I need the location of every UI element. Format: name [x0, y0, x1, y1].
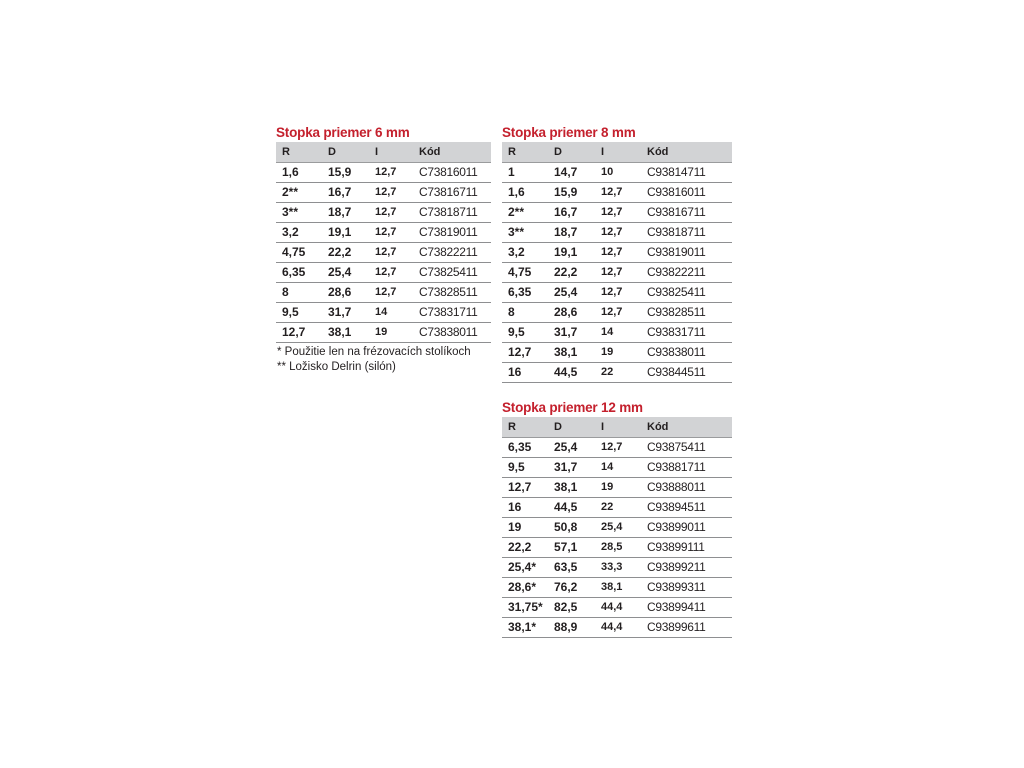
cell-kod: C93816011	[641, 183, 732, 203]
cell-l: 14	[369, 303, 413, 323]
column-header-kod: Kód	[413, 142, 491, 163]
cell-r: 8	[502, 303, 548, 323]
cell-kod: C73818711	[413, 203, 491, 223]
table-row	[502, 283, 732, 303]
table-row	[502, 203, 732, 223]
cell-d: 44,5	[548, 363, 595, 383]
table-body	[276, 163, 491, 343]
footnotes	[276, 345, 491, 375]
cell-l: 14	[595, 458, 641, 478]
column-header-d: D	[548, 417, 595, 438]
cell-d: 38,1	[548, 478, 595, 498]
table-row	[276, 323, 491, 343]
table-block-shank-6mm	[276, 124, 491, 375]
spec-table-8mm	[502, 142, 732, 383]
cell-l: 22	[595, 363, 641, 383]
cell-d: 22,2	[548, 263, 595, 283]
column-header-r: R	[502, 142, 548, 163]
cell-kod: C93899111	[641, 538, 732, 558]
cell-kod: C93818711	[641, 223, 732, 243]
cell-r: 16	[502, 498, 548, 518]
table-row	[502, 458, 732, 478]
table-block-shank-8mm	[502, 124, 732, 383]
cell-r: 1,6	[276, 163, 322, 183]
cell-r: 16	[502, 363, 548, 383]
cell-l: 19	[369, 323, 413, 343]
cell-d: 16,7	[548, 203, 595, 223]
cell-kod: C93822211	[641, 263, 732, 283]
table-row	[276, 283, 491, 303]
cell-kod: C73838011	[413, 323, 491, 343]
cell-kod: C93899011	[641, 518, 732, 538]
cell-l: 33,3	[595, 558, 641, 578]
cell-kod: C93899611	[641, 618, 732, 638]
cell-kod: C93838011	[641, 343, 732, 363]
cell-r: 3,2	[276, 223, 322, 243]
table-row	[502, 323, 732, 343]
cell-d: 28,6	[322, 283, 369, 303]
cell-d: 15,9	[548, 183, 595, 203]
column-header-d: D	[322, 142, 369, 163]
table-row	[502, 478, 732, 498]
cell-l: 12,7	[595, 223, 641, 243]
table-body	[502, 438, 732, 638]
cell-l: 19	[595, 343, 641, 363]
cell-r: 9,5	[502, 458, 548, 478]
cell-kod: C93875411	[641, 438, 732, 458]
cell-d: 82,5	[548, 598, 595, 618]
cell-l: 12,7	[595, 263, 641, 283]
cell-d: 18,7	[322, 203, 369, 223]
cell-r: 9,5	[276, 303, 322, 323]
cell-r: 19	[502, 518, 548, 538]
table-header-row	[502, 142, 732, 163]
table-row	[502, 558, 732, 578]
table-header-row	[276, 142, 491, 163]
cell-d: 31,7	[322, 303, 369, 323]
cell-r: 12,7	[502, 478, 548, 498]
cell-kod: C93831711	[641, 323, 732, 343]
table-row	[502, 618, 732, 638]
table-title: Stopka priemer 12 mm	[502, 400, 643, 415]
table-row	[276, 243, 491, 263]
table-row	[502, 538, 732, 558]
spec-table-12mm	[502, 417, 732, 638]
column-header-d: D	[548, 142, 595, 163]
table-row	[502, 363, 732, 383]
cell-kod: C93828511	[641, 303, 732, 323]
cell-kod: C73816711	[413, 183, 491, 203]
cell-r: 1,6	[502, 183, 548, 203]
cell-kod: C73831711	[413, 303, 491, 323]
cell-l: 44,4	[595, 618, 641, 638]
table-row	[276, 203, 491, 223]
cell-l: 12,7	[595, 183, 641, 203]
cell-l: 38,1	[595, 578, 641, 598]
table-row	[502, 263, 732, 283]
cell-l: 12,7	[595, 203, 641, 223]
cell-r: 31,75*	[502, 598, 548, 618]
cell-kod: C93814711	[641, 163, 732, 183]
cell-d: 16,7	[322, 183, 369, 203]
table-row	[276, 303, 491, 323]
table-row	[276, 223, 491, 243]
cell-d: 15,9	[322, 163, 369, 183]
cell-d: 31,7	[548, 458, 595, 478]
cell-d: 25,4	[322, 263, 369, 283]
table-row	[502, 183, 732, 203]
column-header-kod: Kód	[641, 142, 732, 163]
table-row	[502, 163, 732, 183]
cell-d: 25,4	[548, 283, 595, 303]
cell-d: 44,5	[548, 498, 595, 518]
cell-r: 6,35	[502, 283, 548, 303]
cell-r: 4,75	[502, 263, 548, 283]
table-row	[276, 163, 491, 183]
cell-d: 31,7	[548, 323, 595, 343]
spec-table-6mm	[276, 142, 491, 343]
cell-kod: C93899211	[641, 558, 732, 578]
cell-d: 28,6	[548, 303, 595, 323]
cell-r: 1	[502, 163, 548, 183]
cell-r: 3,2	[502, 243, 548, 263]
footnote: * Použitie len na frézovacích stolíkoch	[277, 346, 471, 358]
cell-r: 12,7	[502, 343, 548, 363]
cell-r: 8	[276, 283, 322, 303]
cell-r: 4,75	[276, 243, 322, 263]
column-header-r: R	[276, 142, 322, 163]
cell-l: 10	[595, 163, 641, 183]
cell-d: 38,1	[548, 343, 595, 363]
cell-r: 25,4*	[502, 558, 548, 578]
cell-r: 2**	[276, 183, 322, 203]
cell-d: 25,4	[548, 438, 595, 458]
table-row	[502, 578, 732, 598]
cell-kod: C73816011	[413, 163, 491, 183]
table-row	[276, 263, 491, 283]
column-header-l: I	[595, 142, 641, 163]
table-row	[502, 243, 732, 263]
cell-l: 12,7	[595, 303, 641, 323]
cell-l: 19	[595, 478, 641, 498]
cell-kod: C93825411	[641, 283, 732, 303]
cell-l: 28,5	[595, 538, 641, 558]
cell-l: 12,7	[595, 283, 641, 303]
cell-r: 9,5	[502, 323, 548, 343]
cell-r: 6,35	[276, 263, 322, 283]
cell-d: 57,1	[548, 538, 595, 558]
cell-d: 22,2	[322, 243, 369, 263]
footnote: ** Ložisko Delrin (silón)	[277, 361, 396, 373]
cell-l: 25,4	[595, 518, 641, 538]
cell-l: 14	[595, 323, 641, 343]
table-body	[502, 163, 732, 383]
column-header-r: R	[502, 417, 548, 438]
cell-l: 22	[595, 498, 641, 518]
cell-r: 3**	[276, 203, 322, 223]
cell-kod: C93819011	[641, 243, 732, 263]
cell-d: 63,5	[548, 558, 595, 578]
cell-kod: C93816711	[641, 203, 732, 223]
cell-kod: C93888011	[641, 478, 732, 498]
cell-kod: C73819011	[413, 223, 491, 243]
cell-l: 12,7	[369, 223, 413, 243]
cell-kod: C73825411	[413, 263, 491, 283]
table-row	[502, 518, 732, 538]
cell-r: 3**	[502, 223, 548, 243]
cell-l: 12,7	[595, 243, 641, 263]
cell-r: 38,1*	[502, 618, 548, 638]
column-header-l: I	[595, 417, 641, 438]
cell-l: 12,7	[595, 438, 641, 458]
cell-l: 44,4	[595, 598, 641, 618]
cell-kod: C93894511	[641, 498, 732, 518]
cell-d: 50,8	[548, 518, 595, 538]
column-header-l: I	[369, 142, 413, 163]
table-row	[502, 303, 732, 323]
table-row	[502, 598, 732, 618]
cell-l: 12,7	[369, 263, 413, 283]
cell-kod: C93844511	[641, 363, 732, 383]
cell-d: 18,7	[548, 223, 595, 243]
cell-kod: C73828511	[413, 283, 491, 303]
table-header-row	[502, 417, 732, 438]
cell-l: 12,7	[369, 183, 413, 203]
cell-d: 88,9	[548, 618, 595, 638]
table-row	[276, 183, 491, 203]
cell-d: 14,7	[548, 163, 595, 183]
cell-kod: C93899311	[641, 578, 732, 598]
cell-d: 76,2	[548, 578, 595, 598]
cell-r: 28,6*	[502, 578, 548, 598]
table-row	[502, 498, 732, 518]
cell-l: 12,7	[369, 243, 413, 263]
cell-l: 12,7	[369, 203, 413, 223]
table-title: Stopka priemer 8 mm	[502, 125, 636, 140]
cell-kod: C93899411	[641, 598, 732, 618]
table-row	[502, 343, 732, 363]
column-header-kod: Kód	[641, 417, 732, 438]
table-block-shank-12mm	[502, 399, 732, 638]
table-row	[502, 223, 732, 243]
table-row	[502, 438, 732, 458]
cell-r: 22,2	[502, 538, 548, 558]
cell-r: 2**	[502, 203, 548, 223]
cell-r: 6,35	[502, 438, 548, 458]
cell-d: 19,1	[548, 243, 595, 263]
cell-r: 12,7	[276, 323, 322, 343]
cell-l: 12,7	[369, 163, 413, 183]
cell-l: 12,7	[369, 283, 413, 303]
cell-d: 19,1	[322, 223, 369, 243]
cell-kod: C93881711	[641, 458, 732, 478]
cell-kod: C73822211	[413, 243, 491, 263]
cell-d: 38,1	[322, 323, 369, 343]
table-title: Stopka priemer 6 mm	[276, 125, 410, 140]
